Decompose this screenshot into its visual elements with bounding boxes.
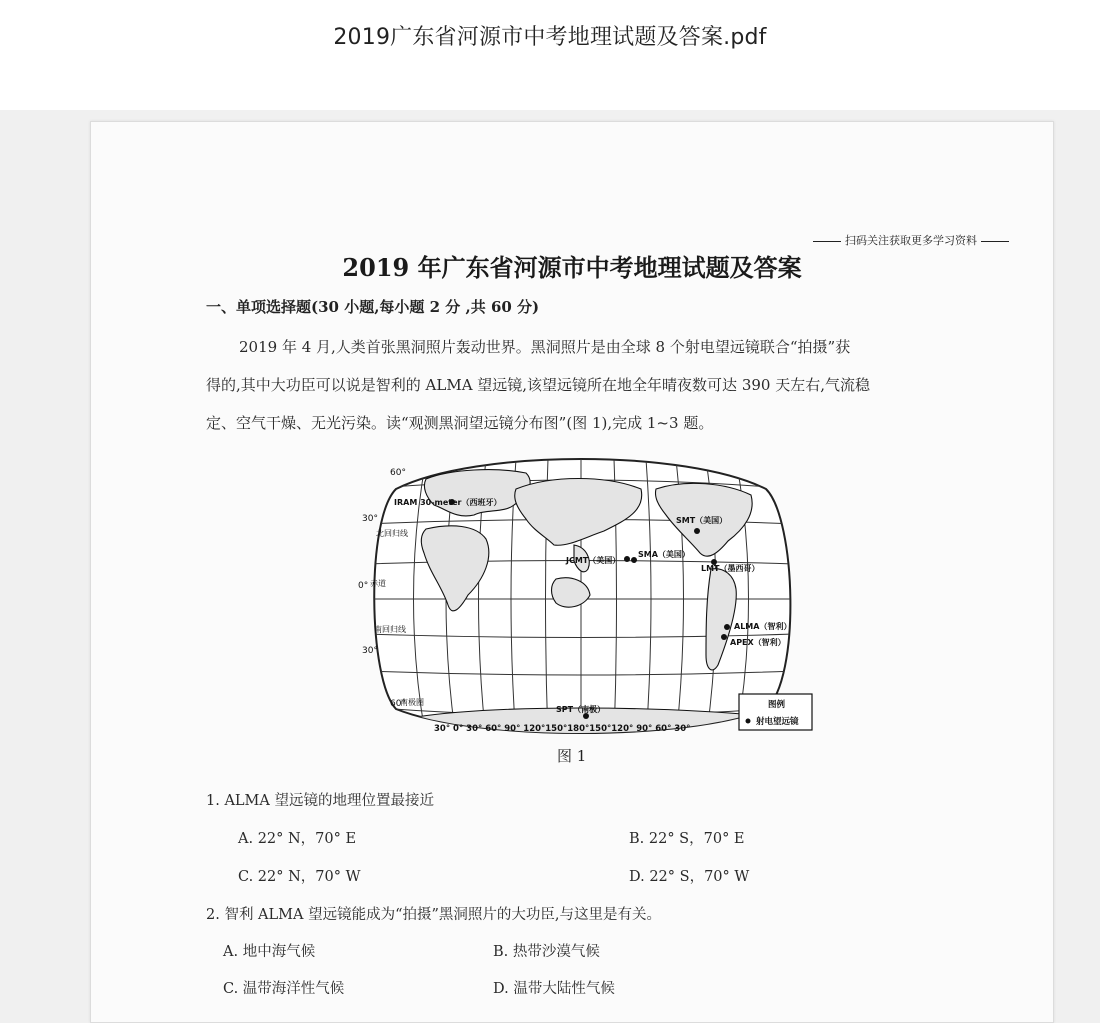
intro-line-3: 定、空气干燥、无光污染。读“观测黑洞望远镜分布图”(图 1),完成 1~3 题。: [206, 414, 714, 432]
lat-label-0: 0°: [358, 581, 369, 591]
telescope-world-map: [356, 449, 826, 744]
lat-label-30n: 30°: [362, 514, 378, 524]
rule-left: [813, 241, 841, 242]
label-tropic-capricorn: 南回归线: [374, 625, 406, 634]
label-iram: IRAM 30-meter（西班牙）: [394, 498, 502, 507]
marker-apex: [721, 634, 727, 640]
exam-title: 2019 年广东省河源市中考地理试题及答案: [342, 253, 802, 282]
label-jcmt: JCMT（美国）: [566, 556, 621, 565]
lat-label-60n: 60°: [390, 468, 406, 478]
label-antarctic-circle: 南极圈: [400, 698, 424, 707]
legend-item: 射电望远镜: [756, 717, 799, 727]
marker-sma: [631, 557, 637, 563]
marker-jcmt: [624, 556, 630, 562]
pdf-page: [90, 121, 1054, 1023]
label-sma: SMA（美国）: [638, 550, 690, 559]
question-2-option-c: C. 温带海洋性气候: [223, 981, 345, 997]
lat-label-60s: 60°: [390, 699, 406, 709]
section-heading: 一、单项选择题(30 小题,每小题 2 分 ,共 60 分): [206, 298, 540, 316]
question-2-option-a: A. 地中海气候: [223, 944, 316, 960]
question-1-option-d: D. 22° S，70° W: [629, 869, 750, 885]
label-alma: ALMA（智利）: [734, 622, 792, 631]
intro-line-1: 2019 年 4 月,人类首张黑洞照片轰动世界。黑洞照片是由全球 8 个射电望远镜联合“拍摄”获: [239, 338, 851, 356]
document-title: 2019广东省河源市中考地理试题及答案.pdf: [333, 25, 767, 50]
longitude-labels: 30° 0° 30° 60° 90° 120°150°180°150°120° 90° 60° 30°: [434, 724, 691, 734]
intro-line-2: 得的,其中大功臣可以说是智利的 ALMA 望远镜,该望远镜所在地全年晴夜数可达 390 天左右,气流稳: [206, 376, 870, 394]
question-2-option-b: B. 热带沙漠气候: [493, 944, 600, 960]
label-lmt: LMT（墨西哥）: [701, 564, 760, 573]
lat-label-30s: 30°: [362, 646, 378, 656]
label-equator: 赤道: [370, 579, 386, 588]
question-1-option-c: C. 22° N，70° W: [238, 869, 361, 885]
label-tropic-cancer: 北回归线: [376, 529, 408, 538]
rule-right: [981, 241, 1009, 242]
figure-caption: 图 1: [557, 747, 587, 765]
viewer-header: [0, 0, 1100, 110]
label-apex: APEX（智利）: [730, 638, 786, 647]
question-1-option-b: B. 22° S，70° E: [629, 831, 745, 847]
marker-smt: [694, 528, 700, 534]
question-2-stem: 2. 智利 ALMA 望远镜能成为“拍摄”黑洞照片的大功臣,与这里是有关。: [206, 907, 662, 923]
marker-alma: [724, 624, 730, 630]
qr-note-text: 扫码关注获取更多学习资料: [845, 234, 977, 247]
label-smt: SMT（美国）: [676, 516, 728, 525]
legend-marker: [746, 719, 751, 724]
question-2-option-d: D. 温带大陆性气候: [493, 981, 615, 997]
label-spt: SPT（南极）: [556, 705, 606, 714]
map-legend: [739, 694, 812, 730]
qr-note: [809, 232, 1013, 248]
question-1-option-a: A. 22° N，70° E: [238, 831, 357, 847]
question-1-stem: 1. ALMA 望远镜的地理位置最接近: [206, 793, 434, 809]
legend-title: 图例: [768, 700, 786, 710]
